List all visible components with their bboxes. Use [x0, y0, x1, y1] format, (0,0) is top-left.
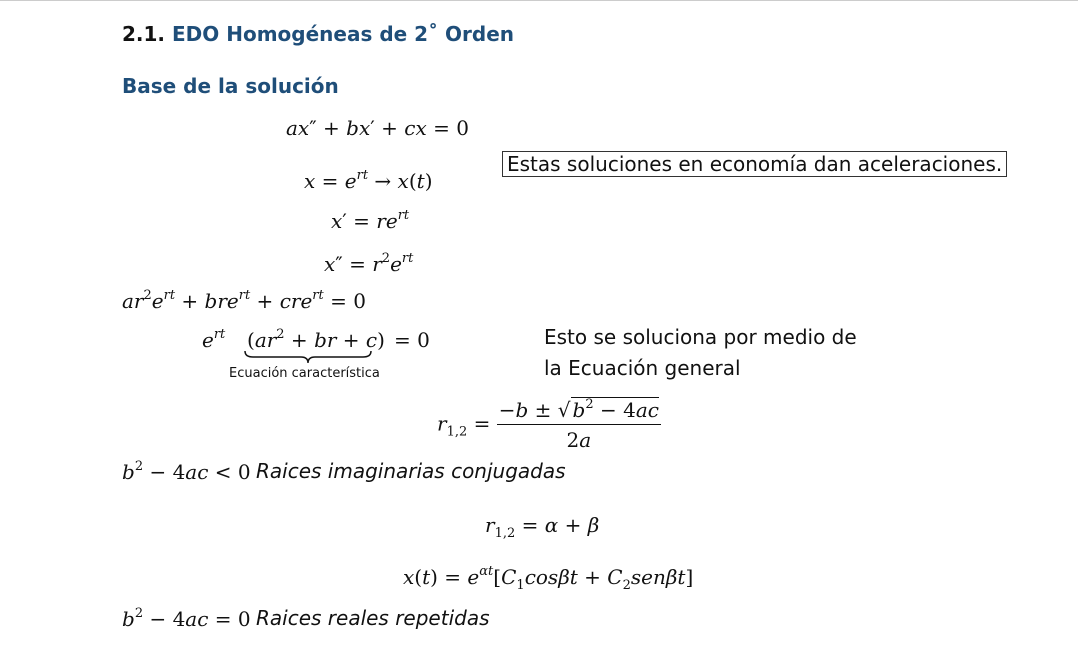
section-heading — [122, 22, 514, 46]
equation-roots-formula: $r_{1,2}$ = $\frac{-b \pm √ b^2 - 4ac}{2a}$ — [437, 397, 659, 452]
case2-condition: $b^2 - 4ac = 0$ — [122, 606, 251, 631]
equation-factored-equals: = 0 — [394, 328, 430, 352]
case2-label: Raices reales repetidas — [256, 606, 490, 630]
equation-factored-prefix: $e^{rt}$ — [202, 327, 226, 352]
boxed-note: Estas soluciones en economía dan aceleraciones. — [502, 151, 1007, 177]
equation-ode: ax″ + bx′ + cx = 0 — [286, 116, 469, 140]
equation-complex-solution: $x(t) = e^{\alpha t}[C_1\cos\beta t + C_2sen\beta t]$ — [403, 564, 694, 593]
equation-second-derivative: $x'' = r^2e^{rt}$ — [324, 251, 414, 276]
section-title: EDO Homogéneas de 2˚ Orden — [172, 22, 515, 46]
solve-note-line1: Esto se soluciona por medio de — [544, 325, 857, 349]
case1-label: Raices imaginarias conjugadas — [256, 459, 566, 483]
underbrace — [243, 350, 373, 364]
top-rule — [0, 0, 1078, 1]
equation-first-derivative: $x' = re^{rt}$ — [331, 208, 410, 233]
subheading: Base de la solución — [122, 74, 339, 98]
case1-condition: $b^2 - 4ac < 0$ — [122, 459, 251, 484]
roots-fraction: $\frac{-b \pm √ b^2 - 4ac}{2a}$ — [498, 397, 659, 452]
section-number: 2.1. — [122, 22, 166, 46]
solve-note-line2: la Ecuación general — [544, 356, 741, 380]
equation-trial: $x = e^{rt} \to x(t)$ — [304, 168, 433, 193]
equation-complex-roots: $r_{1,2} = \alpha + \beta$ — [485, 513, 600, 541]
equation-substituted: $ar^2e^{rt} + bre^{rt} + cre^{rt} = 0$ — [122, 288, 366, 313]
equation-characteristic-polynomial: ($ar^2$ + br + c) — [247, 327, 385, 352]
brace-label: Ecuación característica — [229, 366, 380, 381]
